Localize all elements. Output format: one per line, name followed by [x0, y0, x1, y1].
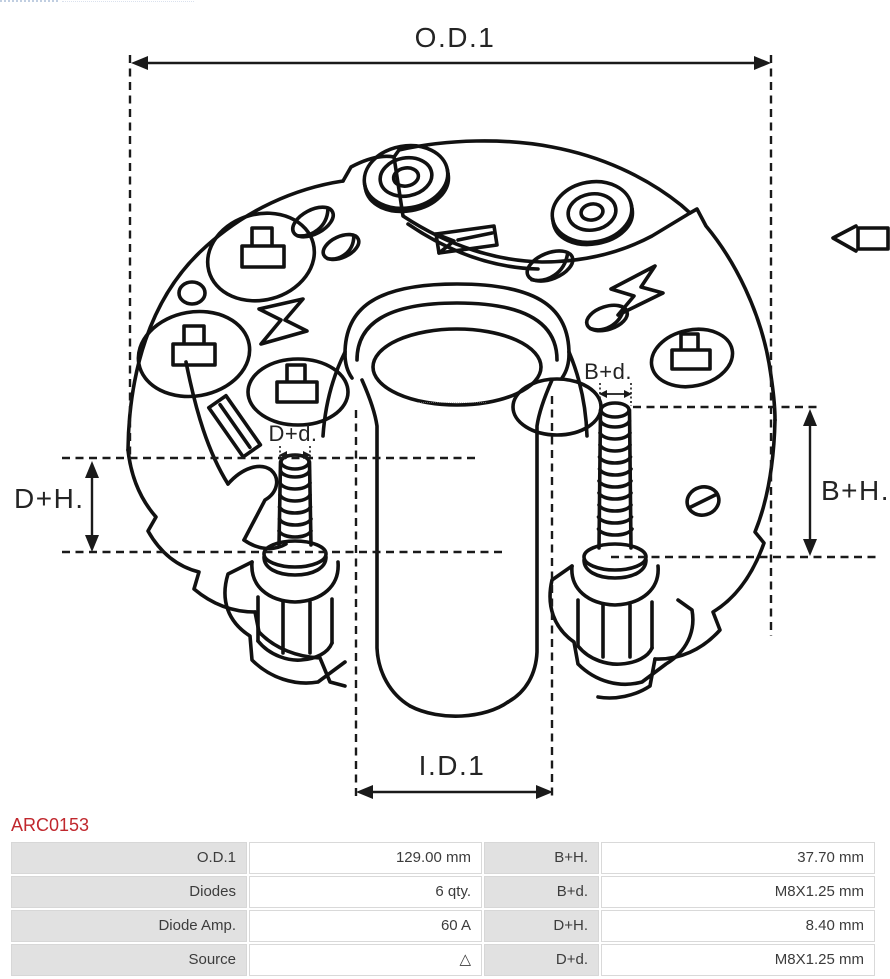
diode-pad-5 — [513, 379, 601, 435]
screw-slot-hole — [684, 483, 722, 518]
spec-label: Diode Amp. — [11, 910, 247, 942]
slot-hole-3 — [523, 245, 577, 287]
label-dd: D+d. — [268, 421, 318, 446]
spec-label: Diodes — [11, 876, 247, 908]
spec-value: M8X1.25 mm — [601, 876, 875, 908]
spec-value: 129.00 mm — [249, 842, 482, 874]
stamped-arrow-left — [259, 299, 307, 344]
terminal-stud-right — [550, 403, 693, 684]
label-id1: I.D.1 — [418, 750, 486, 781]
spec-label: D+H. — [484, 910, 599, 942]
part-code-link[interactable]: ARC0153 — [11, 815, 90, 835]
label-dh: D+H. — [14, 483, 85, 514]
label-bd: B+d. — [584, 359, 632, 384]
label-bh: B+H. — [821, 475, 890, 506]
right-edge-slot — [833, 226, 888, 251]
spec-value: 37.70 mm — [601, 842, 875, 874]
spec-value: M8X1.25 mm — [601, 944, 875, 976]
spec-label: Source — [11, 944, 247, 976]
round-hole — [179, 282, 205, 304]
rectifier-part-drawing — [128, 139, 888, 716]
diode-pad-1 — [198, 201, 325, 312]
spec-label: B+d. — [484, 876, 599, 908]
bearing-boss-right — [547, 176, 637, 251]
dimension-dh — [62, 458, 505, 552]
central-bore-tube — [323, 284, 587, 716]
diode-pad-2 — [132, 303, 257, 405]
diode-pad-4 — [646, 322, 738, 394]
spec-label: D+d. — [484, 944, 599, 976]
spec-value: 6 qty. — [249, 876, 482, 908]
spec-value-source-symbol: △ — [249, 944, 482, 976]
bearing-boss-left — [359, 139, 453, 218]
diode-pad-3 — [248, 359, 348, 425]
dimension-lines — [62, 55, 881, 799]
slot-hole-1 — [288, 201, 338, 243]
spec-label: B+H. — [484, 842, 599, 874]
slot-hole-2 — [319, 229, 362, 264]
label-od1: O.D.1 — [414, 22, 496, 53]
stamped-arrow-right — [611, 266, 663, 315]
spec-value: 60 A — [249, 910, 482, 942]
dimension-id1 — [356, 396, 553, 799]
spec-label: O.D.1 — [11, 842, 247, 874]
plate-outline — [128, 141, 775, 698]
spec-table — [11, 842, 875, 976]
watermark-dotted-artifact — [418, 402, 486, 403]
spec-value: 8.40 mm — [601, 910, 875, 942]
